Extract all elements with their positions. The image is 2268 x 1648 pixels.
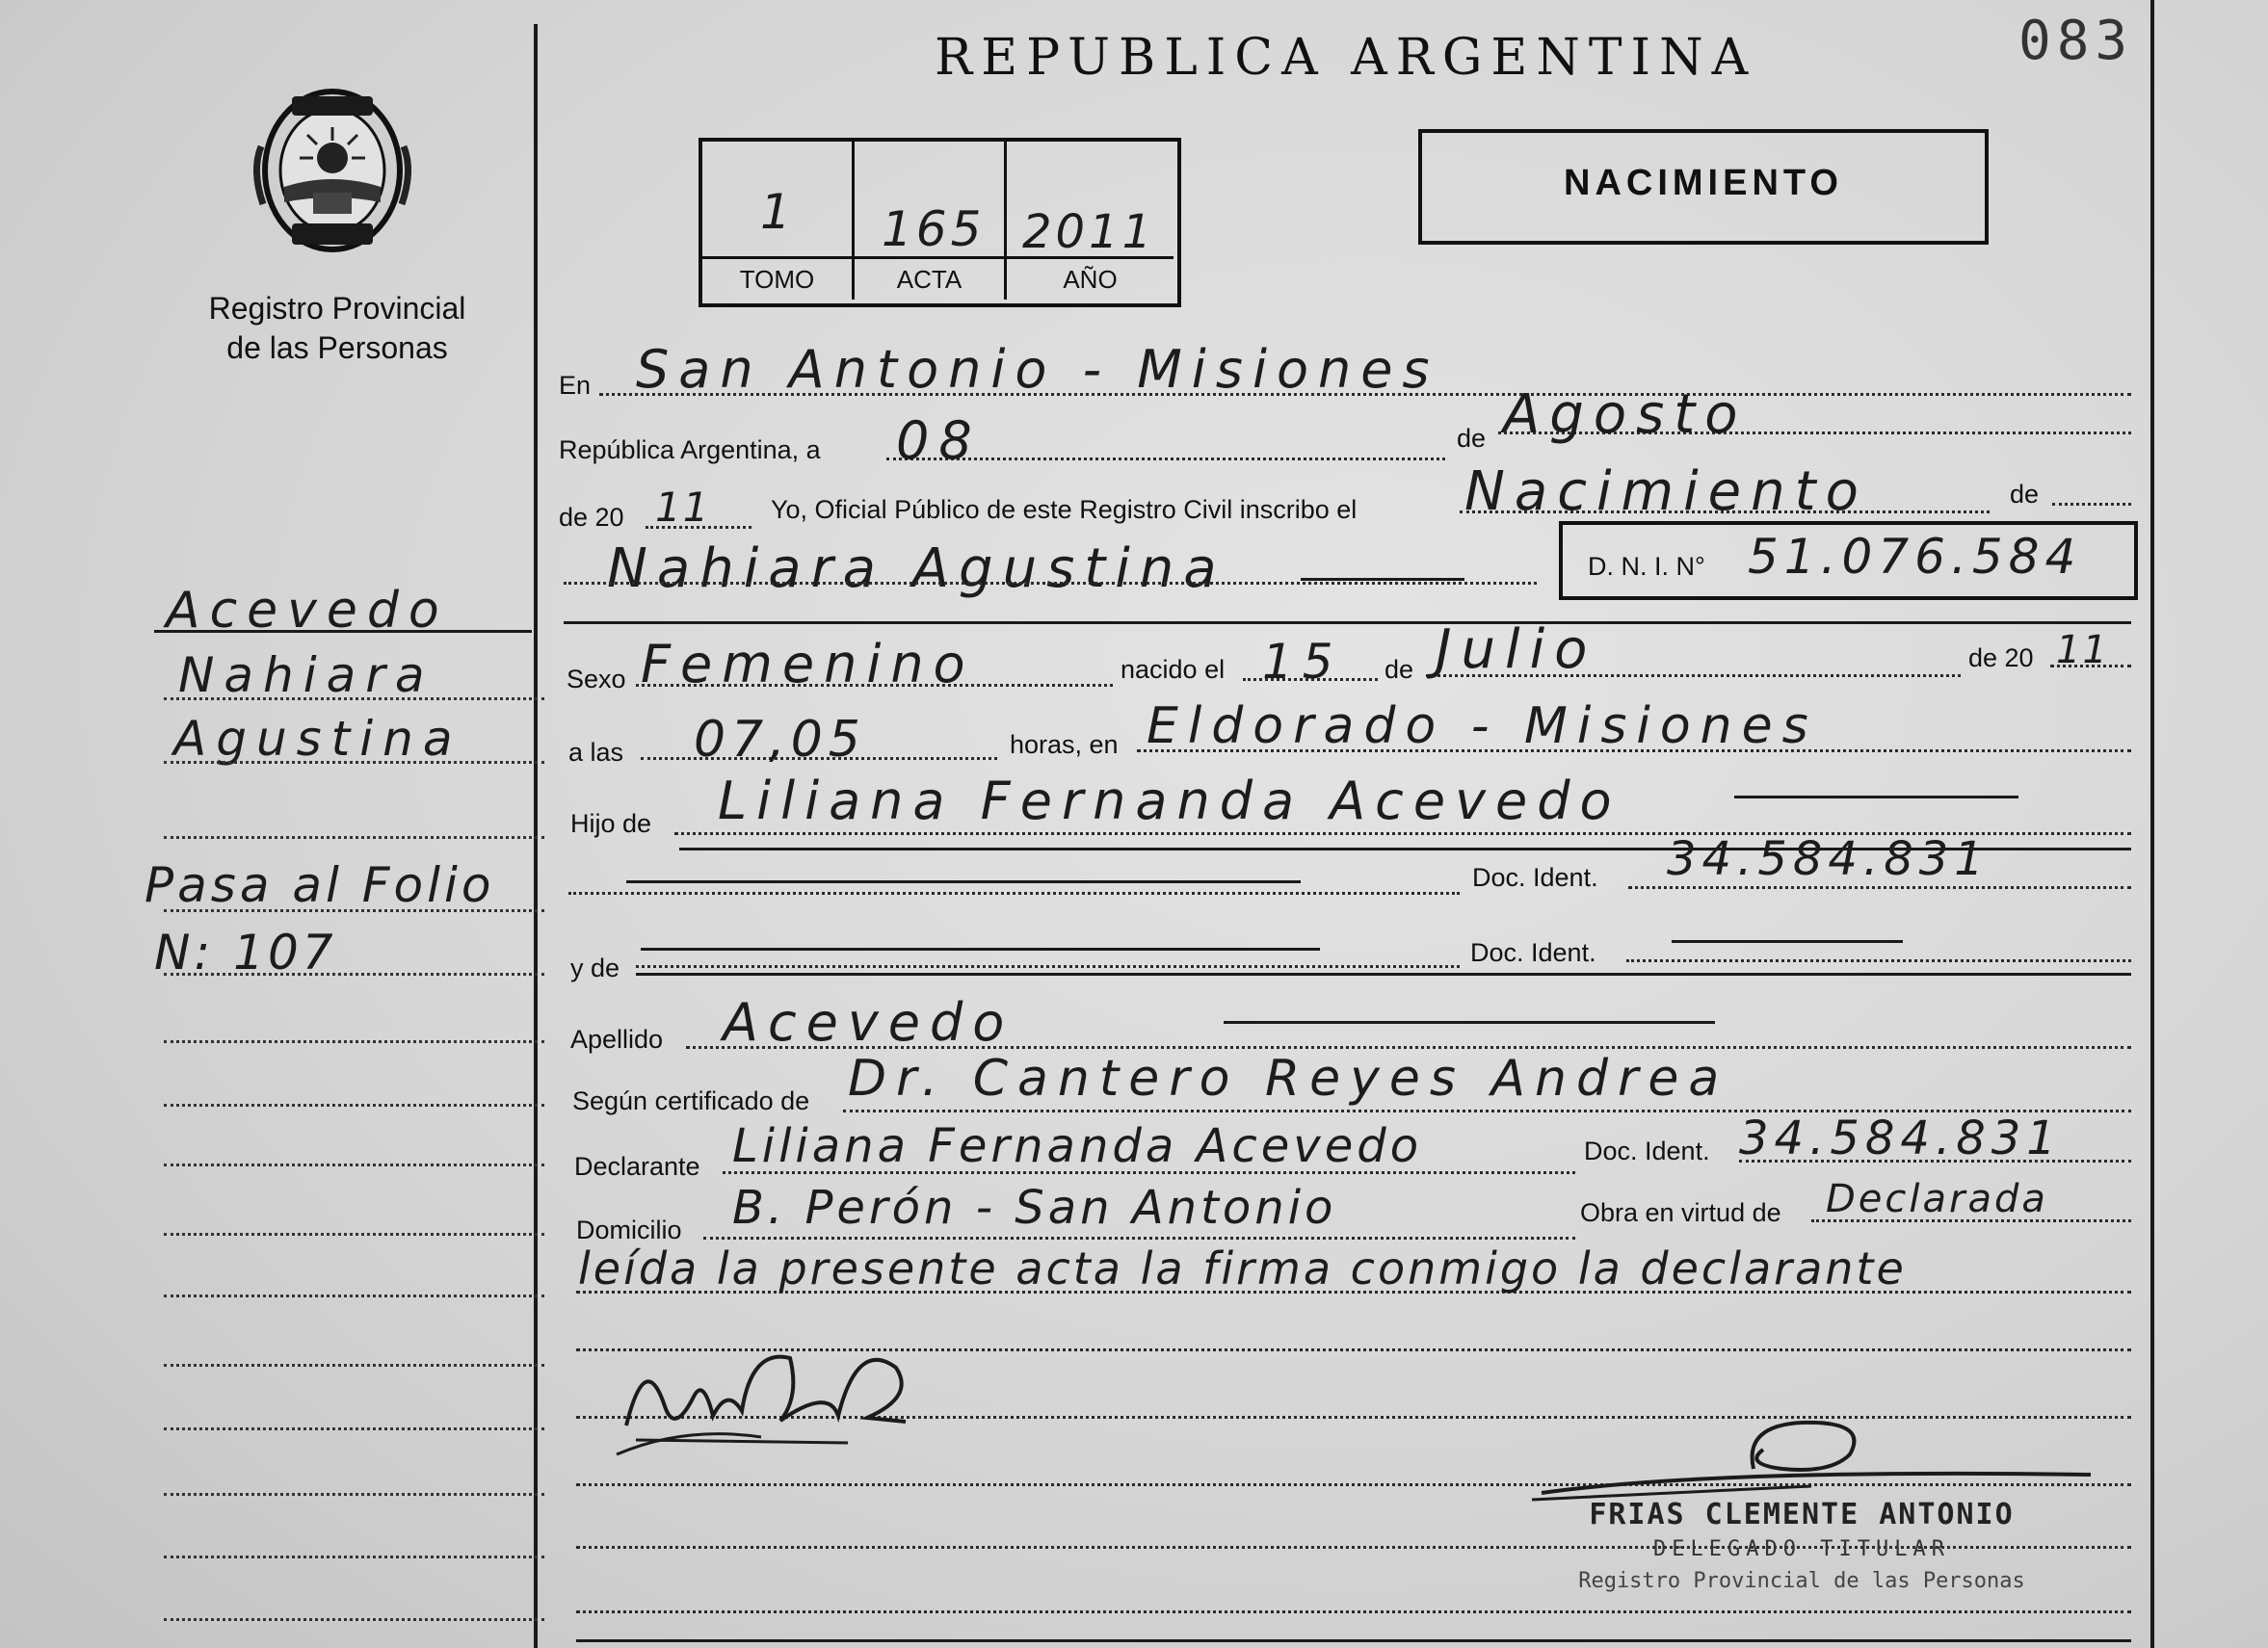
day-value: 08 <box>896 410 982 471</box>
oficial-statement: Yo, Oficial Público de este Registro Civil inscribo el <box>771 495 1358 524</box>
mother-stroke <box>1734 796 2018 798</box>
father-doc-rule <box>1626 959 2131 962</box>
declarante-value: Liliana Fernanda Acevedo <box>732 1119 1423 1173</box>
margin-rule <box>164 1164 544 1166</box>
margin-rule <box>164 1104 544 1107</box>
child-name-stroke <box>1301 578 1464 581</box>
margin-rule <box>164 836 544 839</box>
year-rule <box>646 526 752 529</box>
tomo-cell <box>702 142 855 300</box>
officer-name: FRIAS CLEMENTE ANTONIO <box>1589 1498 2015 1531</box>
obra-label: Obra en virtud de <box>1580 1198 1781 1227</box>
domicilio-value: B. Perón - San Antonio <box>732 1181 1337 1235</box>
apellido-value: Acevedo <box>723 992 1015 1053</box>
dni-value: 51.076.584 <box>1748 529 2082 585</box>
mother-doc-stroke <box>626 880 1301 883</box>
section-divider <box>564 621 2131 624</box>
officer-title: DELEGADO TITULAR <box>1653 1537 1950 1561</box>
doc-ident-label: Doc. Ident. <box>1472 863 1598 892</box>
dni-box <box>1559 521 2138 600</box>
registry-name-line1: Registro Provincial <box>208 291 466 326</box>
margin-surname-underline <box>154 630 532 633</box>
ano-value: 2011 <box>1022 205 1156 259</box>
certificado-value: Dr. Cantero Reyes Andrea <box>848 1050 1729 1108</box>
de-label: de <box>1457 424 1487 453</box>
record-number-box <box>699 138 1181 307</box>
domicilio-rule <box>703 1237 1575 1240</box>
de-label-3: de <box>1385 655 1414 684</box>
blank-rule <box>576 1610 2131 1613</box>
father-doc-stroke <box>1672 940 1903 943</box>
horas-label: horas, en <box>1010 730 1119 759</box>
margin-first-name: Nahiara <box>178 647 435 703</box>
margin-folio-number: N: 107 <box>154 925 337 981</box>
nacido-label: nacido el <box>1121 655 1226 684</box>
sexo-value: Femenino <box>641 634 975 694</box>
birth-day: 15 <box>1262 634 1343 690</box>
birth-year-rule <box>2050 665 2131 667</box>
margin-rule <box>164 1427 544 1430</box>
tomo-value: 1 <box>760 184 793 240</box>
de-label-2: de <box>2010 480 2040 509</box>
acta-value: 165 <box>882 201 986 257</box>
month-value: Agosto <box>1503 383 1748 446</box>
registry-name-line2: de las Personas <box>226 330 448 365</box>
margin-second-name: Agustina <box>173 711 462 767</box>
right-page-border <box>2150 0 2154 1648</box>
birth-year-suffix: 11 <box>2056 628 2109 672</box>
stamp-institution: Registro Provincial de las Personas <box>1578 1569 2025 1593</box>
margin-rule <box>164 1618 544 1621</box>
margin-rule <box>164 909 544 912</box>
y-de-label: y de <box>570 954 620 982</box>
section-divider-2 <box>636 973 2131 976</box>
a-las-label: a las <box>568 738 624 767</box>
closing-text: leída la presente acta la firma conmigo la declarante <box>578 1243 1907 1295</box>
margin-rule <box>164 697 544 700</box>
sexo-label: Sexo <box>567 665 626 693</box>
hijo-label: Hijo de <box>570 809 652 838</box>
hour-value: 07,05 <box>694 711 866 769</box>
ano-label: AÑO <box>1007 256 1174 300</box>
act-value: Nacimiento <box>1464 460 1868 523</box>
mother-doc: 34.584.831 <box>1667 832 1990 886</box>
father-stroke <box>641 948 1320 951</box>
birth-month: Julio <box>1436 618 1597 681</box>
mother-name: Liliana Fernanda Acevedo <box>718 771 1622 831</box>
doc-ident-label-3: Doc. Ident. <box>1584 1137 1710 1165</box>
obra-value: Declarada <box>1826 1177 2048 1221</box>
margin-rule <box>164 1295 544 1297</box>
bottom-rule <box>576 1639 2131 1642</box>
mother-doc-fill <box>568 892 1460 895</box>
country-title: REPUBLICA ARGENTINA <box>935 29 1757 87</box>
margin-rule <box>164 1233 544 1236</box>
declarante-doc: 34.584.831 <box>1739 1112 2062 1165</box>
margin-rule <box>164 1493 544 1496</box>
province-seal <box>246 79 419 262</box>
officer-stamp <box>1532 1498 2071 1593</box>
margin-rule <box>164 1364 544 1367</box>
birth-year-prefix: de 20 <box>1968 643 2034 672</box>
republica-label: República Argentina, a <box>559 435 821 464</box>
dni-label: D. N. I. N° <box>1588 552 1705 581</box>
acta-cell <box>855 142 1007 300</box>
apellido-stroke <box>1224 1021 1715 1024</box>
child-name-rule <box>564 582 1537 585</box>
doc-ident-label-2: Doc. Ident. <box>1470 938 1596 967</box>
folio-number: 083 <box>2018 10 2134 72</box>
declarant-signature <box>607 1329 935 1478</box>
tomo-label: TOMO <box>702 256 852 300</box>
child-name: Nahiara Agustina <box>607 537 1226 600</box>
acta-label: ACTA <box>855 256 1004 300</box>
margin-surname: Acevedo <box>166 582 449 640</box>
de-rule-2 <box>2052 503 2131 506</box>
en-label: En <box>559 371 592 400</box>
year-prefix: de 20 <box>559 503 624 532</box>
father-rule <box>636 965 1460 968</box>
year-suffix: 11 <box>655 484 711 531</box>
apellido-label: Apellido <box>570 1025 664 1054</box>
margin-rule <box>164 1040 544 1043</box>
birth-place: Eldorado - Misiones <box>1147 697 1818 755</box>
margin-rule <box>164 761 544 764</box>
act-type-box: NACIMIENTO <box>1418 129 1989 245</box>
mother-doc-rule <box>1628 886 2131 889</box>
certificado-label: Según certificado de <box>572 1086 810 1115</box>
margin-pasa-folio: Pasa al Folio <box>145 857 495 913</box>
declarante-label: Declarante <box>574 1152 700 1181</box>
margin-rule <box>164 973 544 976</box>
en-value: San Antonio - Misiones <box>636 339 1439 400</box>
margin-rule <box>164 1556 544 1558</box>
ano-cell <box>1007 142 1174 300</box>
domicilio-label: Domicilio <box>576 1216 682 1244</box>
